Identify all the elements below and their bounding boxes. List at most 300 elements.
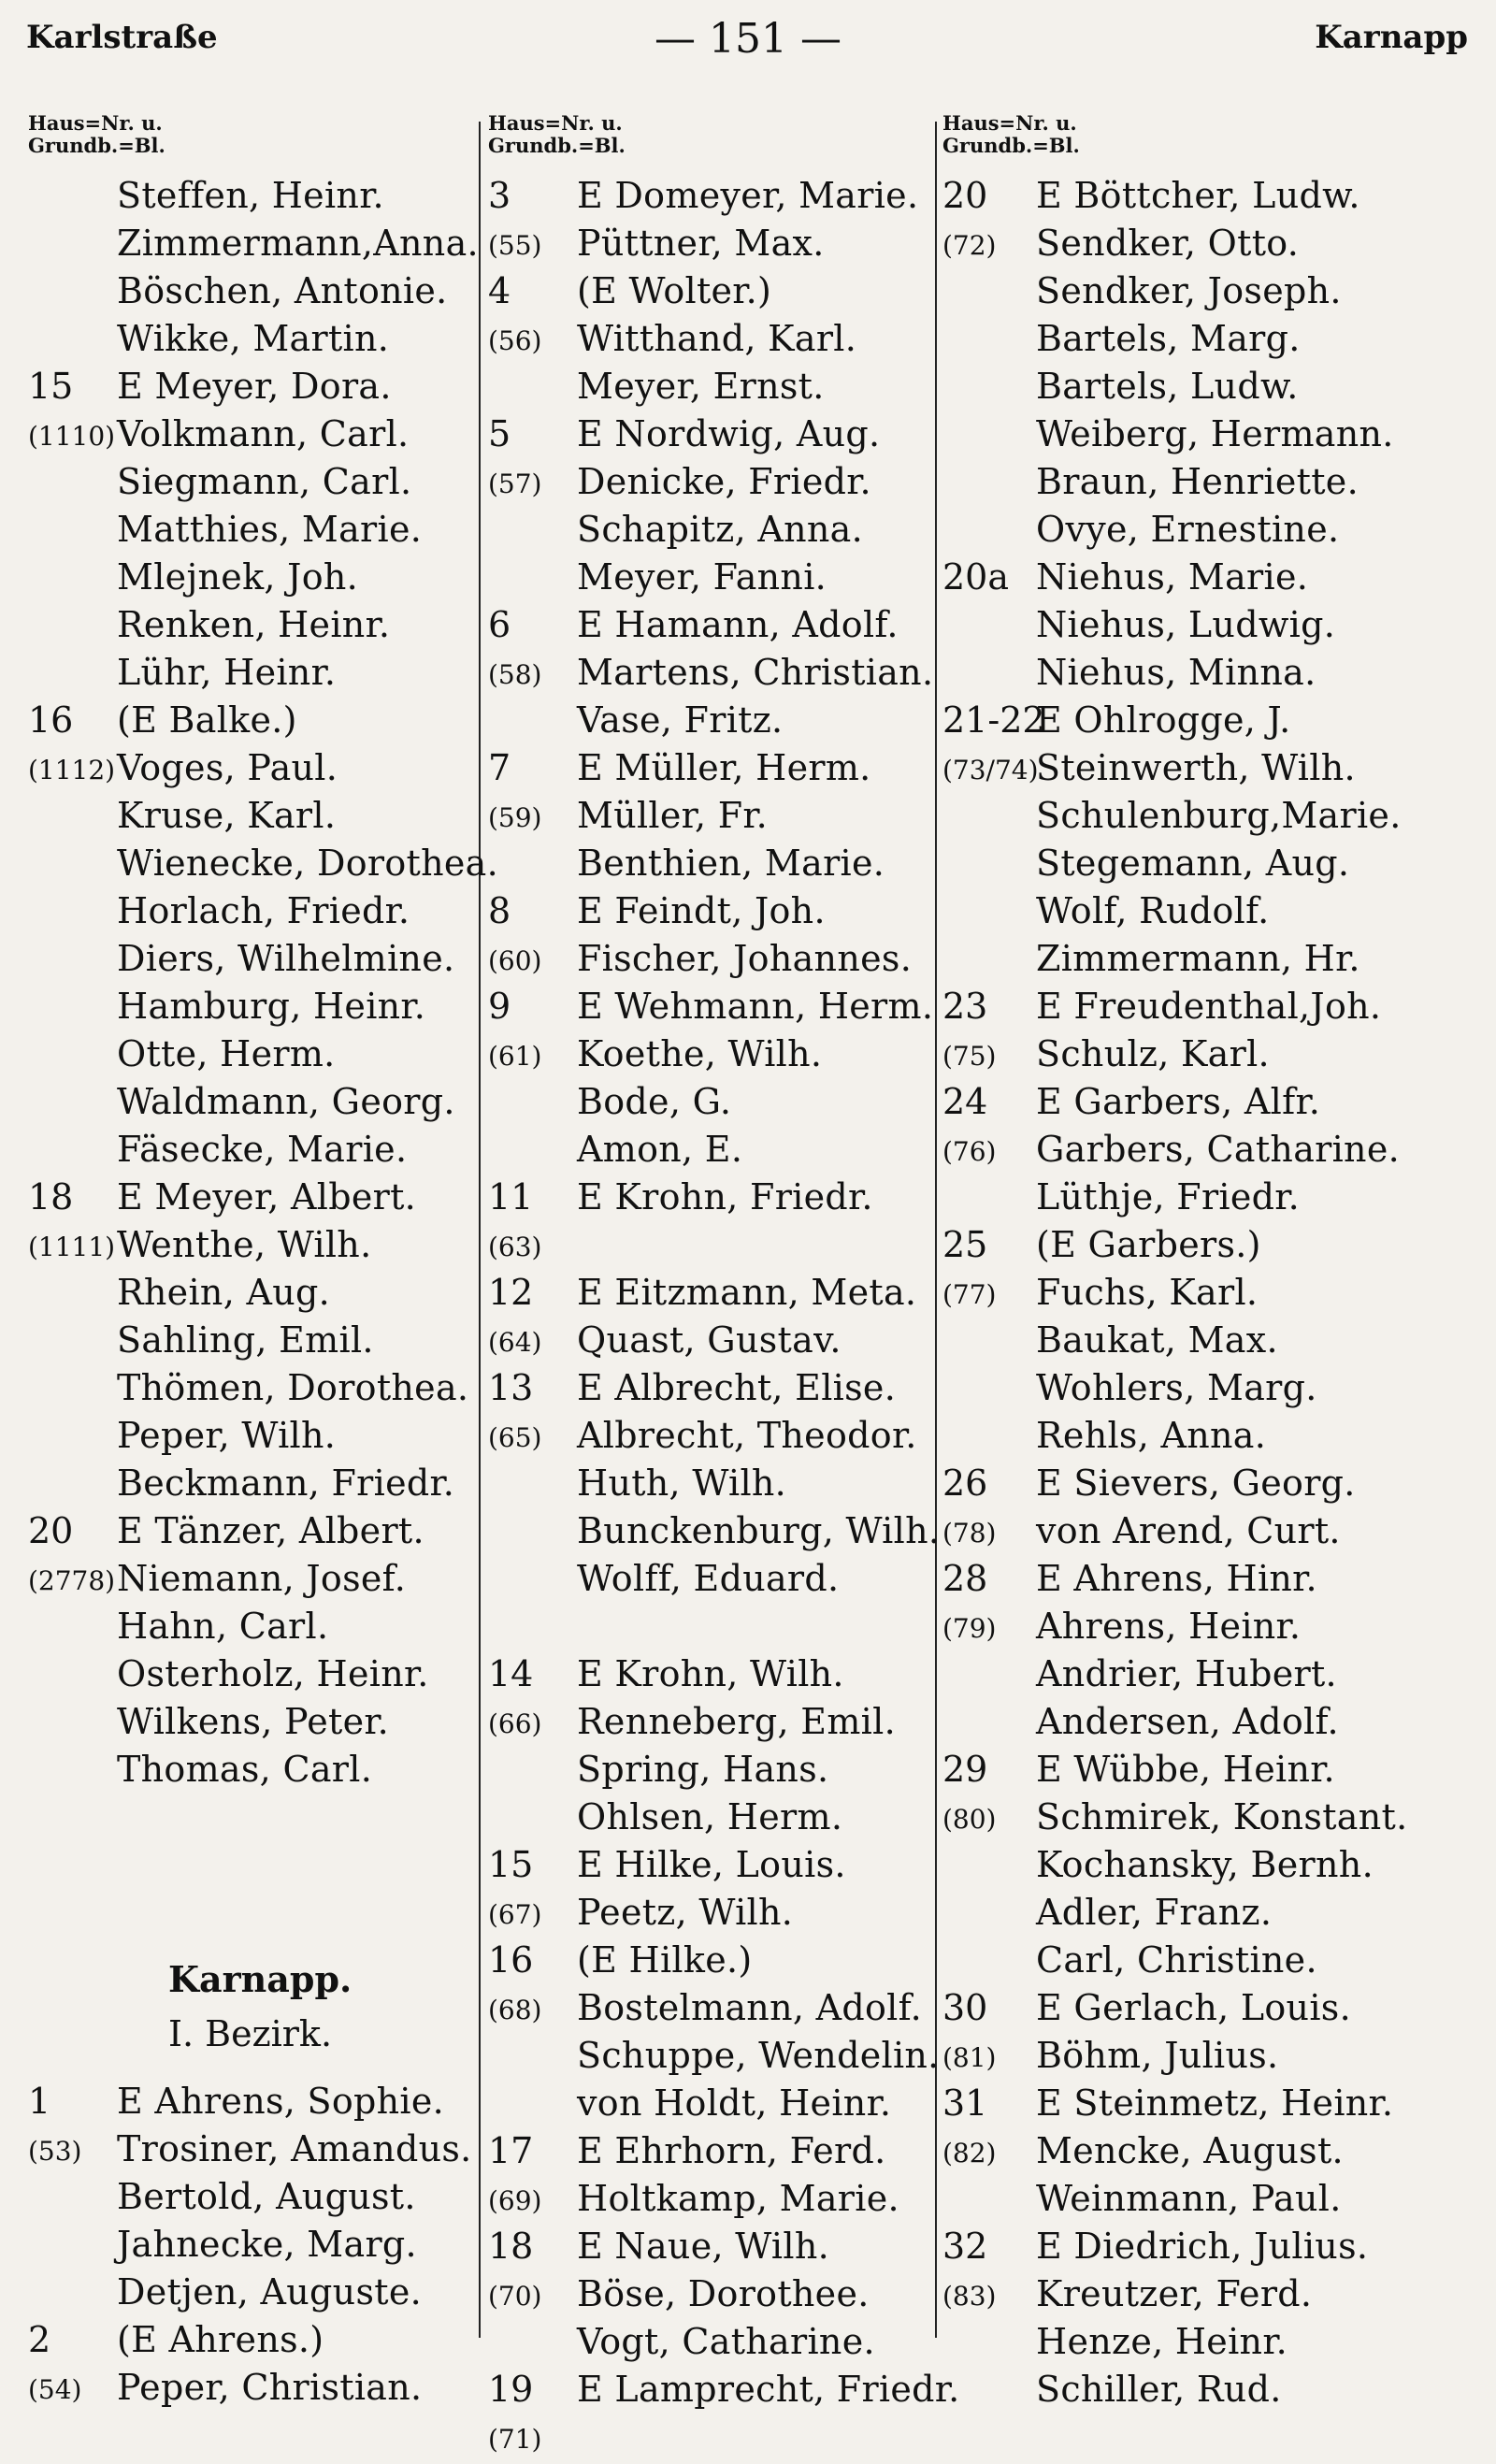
resident-name: Wolff, Eduard. — [577, 1558, 840, 1599]
directory-entry — [942, 744, 1485, 792]
directory-entry — [942, 1650, 1485, 1698]
directory-entry — [28, 1698, 475, 1746]
directory-entry — [488, 1460, 933, 1507]
house-number: (77) — [942, 1279, 997, 1310]
resident-name: Böschen, Antonie. — [117, 270, 448, 311]
directory-entry — [28, 2269, 475, 2316]
directory-entry — [942, 1746, 1485, 1794]
directory-entry — [488, 744, 933, 792]
page-number: — 151 — — [654, 15, 842, 63]
house-number: (64) — [488, 1327, 542, 1358]
house-number: (72) — [942, 230, 997, 261]
directory-entry — [488, 1841, 933, 1889]
house-number: 18 — [28, 1176, 74, 1218]
resident-name: E Ahrens, Hinr. — [1036, 1558, 1317, 1599]
directory-entry — [28, 1412, 475, 1460]
directory-entry — [942, 2175, 1485, 2223]
directory-entry — [28, 840, 499, 887]
directory-entry — [942, 1174, 1485, 1221]
resident-name: Schulenburg,Marie. — [1036, 795, 1402, 836]
house-number: 1 — [28, 2081, 51, 2122]
resident-name: Spring, Hans. — [577, 1749, 829, 1790]
resident-name: von Arend, Curt. — [1036, 1510, 1341, 1551]
house-number: (69) — [488, 2185, 542, 2216]
resident-name: Bertold, August. — [117, 2176, 416, 2217]
column-header-line1: Haus=Nr. u. — [942, 111, 1077, 135]
resident-name: E Krohn, Friedr. — [577, 1176, 873, 1218]
resident-name: Weiberg, Hermann. — [1036, 413, 1394, 454]
house-number: 11 — [488, 1176, 534, 1218]
column-divider — [479, 122, 481, 2338]
directory-entry — [488, 1984, 933, 2032]
directory-entry — [488, 172, 933, 220]
resident-name: Andrier, Hubert. — [1036, 1653, 1337, 1694]
column-header-1 — [28, 112, 165, 157]
resident-name: von Holdt, Heinr. — [577, 2082, 892, 2124]
column-header-2 — [488, 112, 626, 157]
directory-entry — [488, 1507, 941, 1555]
house-number: 3 — [488, 175, 511, 216]
resident-name: E Böttcher, Ludw. — [1036, 175, 1360, 216]
house-number: (81) — [942, 2042, 997, 2073]
house-number: 32 — [942, 2226, 988, 2267]
directory-entry — [942, 1460, 1485, 1507]
resident-name: E Meyer, Dora. — [117, 366, 392, 407]
directory-entry — [942, 1794, 1485, 1841]
section-subtitle: I. Bezirk. — [168, 2013, 333, 2054]
directory-entry — [488, 220, 933, 267]
resident-name: Wohlers, Marg. — [1036, 1367, 1317, 1408]
directory-entry — [488, 1078, 933, 1126]
house-number: 7 — [488, 747, 511, 788]
directory-entry — [488, 363, 933, 411]
resident-name: Fäsecke, Marie. — [117, 1129, 408, 1170]
resident-name: E Wehmann, Herm. — [577, 986, 934, 1027]
directory-entry — [942, 697, 1485, 744]
resident-name: Wikke, Martin. — [117, 318, 390, 359]
house-number: 28 — [942, 1558, 988, 1599]
directory-entry — [28, 1174, 475, 1221]
resident-name: Schmirek, Konstant. — [1036, 1796, 1408, 1837]
resident-name: Detjen, Auguste. — [117, 2271, 422, 2313]
resident-name: E Sievers, Georg. — [1036, 1463, 1356, 1504]
house-number: (56) — [488, 325, 542, 356]
house-number: 23 — [942, 986, 988, 1027]
resident-name: Fuchs, Karl. — [1036, 1272, 1259, 1313]
house-number: 18 — [488, 2226, 534, 2267]
resident-name: Schuppe, Wendelin. — [577, 2035, 940, 2076]
resident-name: Trosiner, Amandus. — [117, 2128, 472, 2169]
column-header-line1: Haus=Nr. u. — [28, 111, 163, 135]
resident-name: Wenthe, Wilh. — [117, 1224, 372, 1265]
directory-entry — [488, 2414, 933, 2461]
resident-name: Koethe, Wilh. — [577, 1033, 823, 1074]
house-number: 26 — [942, 1463, 988, 1504]
house-number: (66) — [488, 1708, 542, 1739]
directory-entry — [28, 983, 475, 1030]
section-title: Karnapp. — [168, 1958, 352, 2000]
directory-entry — [488, 267, 933, 315]
directory-entry — [28, 1555, 475, 1603]
directory-entry — [28, 2125, 475, 2173]
directory-entry — [28, 554, 475, 601]
resident-name: Voges, Paul. — [117, 747, 338, 788]
resident-name: E Albrecht, Elise. — [577, 1367, 897, 1408]
resident-name: Weinmann, Paul. — [1036, 2178, 1342, 2219]
resident-name: E Ahrens, Sophie. — [117, 2081, 445, 2122]
resident-name: Fischer, Johannes. — [577, 938, 913, 979]
resident-name: Rehls, Anna. — [1036, 1415, 1267, 1456]
house-number: 20a — [942, 556, 1010, 598]
directory-entry — [28, 315, 475, 363]
resident-name: Bostelmann, Adolf. — [577, 1987, 922, 2028]
resident-name: Meyer, Fanni. — [577, 556, 827, 598]
resident-name: Peper, Christian. — [117, 2367, 423, 2408]
directory-entry — [942, 792, 1485, 840]
house-number: (75) — [942, 1041, 997, 1072]
directory-entry — [942, 267, 1485, 315]
resident-name: E Naue, Wilh. — [577, 2226, 829, 2267]
resident-name: Böhm, Julius. — [1036, 2035, 1279, 2076]
directory-entry — [942, 983, 1485, 1030]
directory-entry — [28, 506, 475, 554]
directory-entry — [942, 1698, 1485, 1746]
directory-entry — [28, 887, 475, 935]
house-number: (1111) — [28, 1232, 116, 1262]
directory-entry — [488, 840, 933, 887]
resident-name: Otte, Herm. — [117, 1033, 336, 1074]
resident-name: Ahrens, Heinr. — [1036, 1606, 1302, 1647]
directory-entry — [488, 506, 933, 554]
directory-entry — [942, 601, 1485, 649]
directory-entry — [942, 1317, 1485, 1364]
directory-entry — [28, 792, 475, 840]
resident-name: Albrecht, Theodor. — [577, 1415, 917, 1456]
resident-name: Niehus, Minna. — [1036, 652, 1316, 693]
directory-entry — [28, 411, 475, 458]
directory-entry — [488, 649, 933, 697]
directory-entry — [488, 1698, 933, 1746]
house-number: 15 — [28, 366, 74, 407]
resident-name: Niehus, Ludwig. — [1036, 604, 1336, 645]
resident-name: Schapitz, Anna. — [577, 509, 863, 550]
house-number: (58) — [488, 659, 542, 690]
house-number: 20 — [28, 1510, 74, 1551]
section-heading — [28, 1952, 475, 2007]
house-number: 31 — [942, 2082, 988, 2124]
directory-entry — [488, 1221, 933, 1269]
directory-entry — [942, 458, 1485, 506]
directory-entry — [28, 601, 475, 649]
house-number: (1110) — [28, 421, 116, 452]
resident-name: E Eitzmann, Meta. — [577, 1272, 917, 1313]
directory-entry — [488, 2032, 940, 2080]
directory-entry — [488, 1889, 933, 1937]
directory-entry — [488, 1030, 933, 1078]
resident-name: Steffen, Heinr. — [117, 175, 384, 216]
directory-entry — [28, 1507, 475, 1555]
house-number: (80) — [942, 1804, 997, 1835]
directory-entry — [942, 2032, 1485, 2080]
directory-entry — [488, 411, 933, 458]
resident-name: E Meyer, Albert. — [117, 1176, 417, 1218]
resident-name: Sendker, Joseph. — [1036, 270, 1342, 311]
resident-name: Kreutzer, Ferd. — [1036, 2273, 1313, 2314]
house-number: (78) — [942, 1518, 997, 1549]
house-number: 15 — [488, 1844, 534, 1885]
resident-name: Sendker, Otto. — [1036, 223, 1300, 264]
directory-entry — [488, 1317, 933, 1364]
directory-entry — [28, 697, 475, 744]
directory-entry — [488, 1174, 933, 1221]
directory-entry — [942, 1603, 1485, 1650]
resident-name: E Hilke, Louis. — [577, 1844, 846, 1885]
house-number: 17 — [488, 2130, 534, 2171]
directory-entry — [28, 363, 475, 411]
house-number: (76) — [942, 1136, 997, 1167]
house-number: (57) — [488, 468, 542, 499]
resident-name: E Hamann, Adolf. — [577, 604, 899, 645]
resident-name: Wilkens, Peter. — [117, 1701, 390, 1742]
resident-name: (E Ahrens.) — [117, 2319, 324, 2360]
directory-entry — [488, 792, 933, 840]
directory-entry — [942, 1126, 1485, 1174]
house-number: 21-22 — [942, 699, 1045, 741]
resident-name: E Diedrich, Julius. — [1036, 2226, 1369, 2267]
directory-entry — [942, 411, 1485, 458]
directory-entry — [28, 1126, 475, 1174]
resident-name: E Lamprecht, Friedr. — [577, 2369, 960, 2410]
resident-name: Steinwerth, Wilh. — [1036, 747, 1356, 788]
directory-entry — [488, 1412, 933, 1460]
resident-name: Rhein, Aug. — [117, 1272, 330, 1313]
resident-name: E Wübbe, Heinr. — [1036, 1749, 1335, 1790]
resident-name: Sahling, Emil. — [117, 1319, 374, 1361]
house-number: 4 — [488, 270, 511, 311]
house-number: 12 — [488, 1272, 534, 1313]
directory-entry — [488, 1746, 933, 1794]
column-header-line2: Grundb.=Bl. — [942, 134, 1080, 157]
house-number: 30 — [942, 1987, 988, 2028]
house-number: (60) — [488, 945, 542, 976]
directory-entry — [488, 2080, 933, 2127]
resident-name: E Gerlach, Louis. — [1036, 1987, 1351, 2028]
directory-entry — [28, 1746, 475, 1794]
resident-name: Waldmann, Georg. — [117, 1081, 455, 1122]
directory-entry — [942, 1221, 1485, 1269]
directory-entry — [942, 2080, 1485, 2127]
directory-entry — [488, 601, 933, 649]
house-number: (82) — [942, 2138, 997, 2169]
directory-entry — [28, 1269, 475, 1317]
directory-entry — [942, 2270, 1485, 2318]
directory-entry — [942, 1841, 1485, 1889]
directory-column-1 — [28, 172, 499, 2412]
house-number: (67) — [488, 1899, 542, 1930]
resident-name: Bartels, Ludw. — [1036, 366, 1299, 407]
house-number: 6 — [488, 604, 511, 645]
directory-entry — [28, 1603, 475, 1650]
section-spacer — [28, 2061, 475, 2078]
resident-name: Ovye, Ernestine. — [1036, 509, 1340, 550]
resident-name: Carl, Christine. — [1036, 1939, 1317, 1981]
house-number: 14 — [488, 1653, 534, 1694]
directory-entry — [942, 220, 1485, 267]
directory-entry — [488, 1937, 933, 1984]
directory-entry — [28, 1221, 475, 1269]
house-number: 5 — [488, 413, 511, 454]
column-header-line2: Grundb.=Bl. — [28, 134, 165, 157]
resident-name: Lühr, Heinr. — [117, 652, 337, 693]
directory-entry — [488, 1126, 933, 1174]
resident-name: Hamburg, Heinr. — [117, 986, 426, 1027]
house-number: (79) — [942, 1613, 997, 1644]
resident-name: Hahn, Carl. — [117, 1606, 329, 1647]
resident-name: Garbers, Catharine. — [1036, 1129, 1401, 1170]
resident-name: E Garbers, Alfr. — [1036, 1081, 1321, 1122]
resident-name: Huth, Wilh. — [577, 1463, 787, 1504]
house-number: 16 — [488, 1939, 534, 1981]
house-number: 25 — [942, 1224, 988, 1265]
resident-name: Meyer, Ernst. — [577, 366, 825, 407]
resident-name: (E Hilke.) — [577, 1939, 753, 1981]
resident-name: E Feindt, Joh. — [577, 890, 826, 931]
directory-entry — [28, 744, 475, 792]
resident-name: Püttner, Max. — [577, 223, 825, 264]
resident-name: Niemann, Josef. — [117, 1558, 407, 1599]
house-number: 13 — [488, 1367, 534, 1408]
house-number: (1112) — [28, 755, 116, 785]
directory-entry — [28, 1317, 475, 1364]
directory-entry — [488, 1794, 933, 1841]
directory-entry — [942, 1412, 1485, 1460]
house-number: 29 — [942, 1749, 988, 1790]
directory-entry — [28, 2221, 475, 2269]
resident-name: (E Balke.) — [117, 699, 297, 741]
directory-entry — [942, 1078, 1485, 1126]
house-number: (59) — [488, 802, 542, 833]
house-number: (83) — [942, 2281, 997, 2312]
resident-name: Renneberg, Emil. — [577, 1701, 896, 1742]
resident-name: (E Garbers.) — [1036, 1224, 1261, 1265]
directory-entry — [28, 649, 475, 697]
directory-entry — [28, 1078, 475, 1126]
resident-name: E Tänzer, Albert. — [117, 1510, 424, 1551]
directory-entry — [488, 1603, 933, 1650]
running-header-right: Karnapp — [1315, 19, 1468, 56]
resident-name: Thomas, Carl. — [117, 1749, 373, 1790]
directory-entry — [942, 172, 1485, 220]
resident-name: Denicke, Friedr. — [577, 461, 871, 502]
resident-name: Bode, G. — [577, 1081, 732, 1122]
house-number: (53) — [28, 2136, 82, 2167]
resident-name: Renken, Heinr. — [117, 604, 391, 645]
directory-entry — [942, 1937, 1485, 1984]
directory-entry — [942, 840, 1485, 887]
house-number: 9 — [488, 986, 511, 1027]
house-number: 8 — [488, 890, 511, 931]
house-number: (70) — [488, 2281, 542, 2312]
resident-name: Adler, Franz. — [1036, 1892, 1273, 1933]
directory-entry — [28, 172, 475, 220]
directory-entry — [488, 2270, 933, 2318]
directory-entry — [942, 2318, 1485, 2366]
house-number: 24 — [942, 1081, 988, 1122]
resident-name: Horlach, Friedr. — [117, 890, 410, 931]
resident-name: Andersen, Adolf. — [1036, 1701, 1339, 1742]
resident-name: Osterholz, Heinr. — [117, 1653, 429, 1694]
directory-entry — [488, 983, 933, 1030]
directory-entry — [28, 935, 475, 983]
resident-name: Mencke, August. — [1036, 2130, 1344, 2171]
directory-entry — [28, 1030, 475, 1078]
directory-entry — [942, 1507, 1485, 1555]
directory-entry — [942, 649, 1485, 697]
house-number: (2778) — [28, 1565, 116, 1596]
directory-entry — [488, 1555, 933, 1603]
resident-name: Diers, Wilhelmine. — [117, 938, 455, 979]
column-header-line2: Grundb.=Bl. — [488, 134, 626, 157]
resident-name: Bartels, Marg. — [1036, 318, 1301, 359]
resident-name: Jahnecke, Marg. — [117, 2224, 417, 2265]
resident-name: Henze, Heinr. — [1036, 2321, 1287, 2362]
house-number: (61) — [488, 1041, 542, 1072]
directory-entry — [28, 220, 479, 267]
directory-entry — [942, 363, 1485, 411]
resident-name: E Freudenthal,Joh. — [1036, 986, 1382, 1027]
directory-entry — [942, 2127, 1485, 2175]
directory-entry — [488, 315, 933, 363]
directory-entry — [488, 2223, 933, 2270]
directory-column-2 — [488, 172, 960, 2461]
running-header-left: Karlstraße — [26, 19, 218, 56]
resident-name: Peper, Wilh. — [117, 1415, 337, 1456]
house-number: 20 — [942, 175, 988, 216]
section-subheading — [28, 2007, 475, 2061]
directory-entry — [488, 1364, 933, 1412]
resident-name: Siegmann, Carl. — [117, 461, 412, 502]
directory-entry — [942, 506, 1485, 554]
resident-name: E Ehrhorn, Ferd. — [577, 2130, 886, 2171]
directory-entry — [942, 935, 1485, 983]
resident-name: Volkmann, Carl. — [117, 413, 410, 454]
resident-name: (E Wolter.) — [577, 270, 772, 311]
directory-entry — [28, 2364, 475, 2412]
resident-name: Wienecke, Dorothea. — [117, 843, 499, 884]
house-number: (65) — [488, 1422, 542, 1453]
directory-entry — [942, 554, 1485, 601]
directory-entry — [28, 267, 475, 315]
directory-entry — [942, 1030, 1485, 1078]
resident-name: E Krohn, Wilh. — [577, 1653, 844, 1694]
house-number: (71) — [488, 2424, 542, 2455]
resident-name: Beckmann, Friedr. — [117, 1463, 455, 1504]
directory-entry — [942, 1364, 1485, 1412]
directory-entry — [488, 2366, 960, 2414]
resident-name: Matthies, Marie. — [117, 509, 423, 550]
resident-name: E Müller, Herm. — [577, 747, 871, 788]
directory-entry — [942, 1984, 1485, 2032]
column-header-3 — [942, 112, 1080, 157]
resident-name: Peetz, Wilh. — [577, 1892, 794, 1933]
resident-name: Ohlsen, Herm. — [577, 1796, 843, 1837]
directory-entry — [942, 1269, 1485, 1317]
resident-name: Amon, E. — [577, 1129, 743, 1170]
resident-name: Zimmermann, Hr. — [1036, 938, 1360, 979]
resident-name: Braun, Henriette. — [1036, 461, 1359, 502]
resident-name: Wolf, Rudolf. — [1036, 890, 1270, 931]
directory-entry — [28, 2078, 475, 2125]
